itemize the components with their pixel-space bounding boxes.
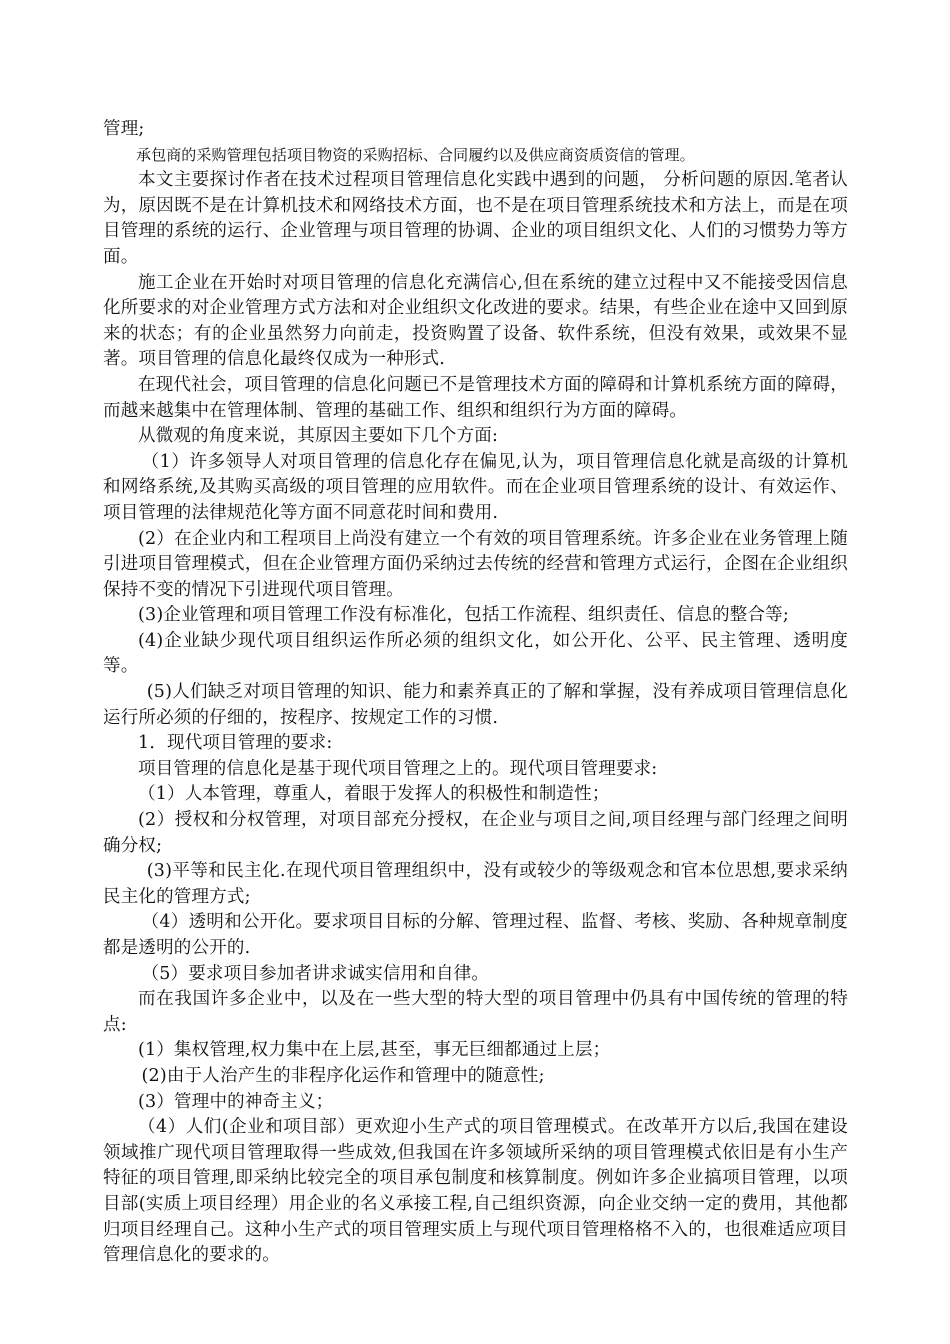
section-heading: 1．现代项目管理的要求: bbox=[138, 733, 333, 754]
paragraph-8: (2）在企业内和工程项目上尚没有建立一个有效的项目管理系统。许多企业在业务管理上随引进项目管理模式，但在企业管理方面仍采纳过去传统的经营和管理方式运行，企图在企业组织保持不变的情况下引进现代项目管理。 bbox=[103, 528, 848, 600]
paragraph-3: 本文主要探讨作者在技术过程项目管理信息化实践中遇到的问题， 分析问题的原因.笔者认为，原因既不是在计算机技术和网络技术方面，也不是在项目管理系统技术和方法上，而是在项目管理的系统的运行、企业管理与项目管理的协调、企业的项目组织文化、人们的习惯势力等方面。 bbox=[103, 170, 848, 267]
paragraph-10: (4)企业缺少现代项目组织运作所必须的组织文化，如公开化、公平、民主管理、透明度等。 bbox=[103, 630, 848, 677]
paragraph-13: 项目管理的信息化是基于现代项目管理之上的。现代项目管理要求: bbox=[138, 758, 658, 779]
paragraph-2: 承包商的采购管理包括项目物资的采购招标、合同履约以及供应商资质资信的管理。 bbox=[136, 145, 695, 164]
document-body bbox=[103, 117, 848, 1269]
paragraph-4: 施工企业在开始时对项目管理的信息化充满信心,但在系统的建立过程中又不能接受因信息化所要求的对企业管理方式方法和对企业组织文化改进的要求。结果，有些企业在途中又回到原来的状态；有的企业虽然努力向前走，投资购置了设备、软件系统，但没有效果，或效果不显著。项目管理的信息化最终仅成为一种形式. bbox=[103, 272, 848, 370]
paragraph-1: 管理; bbox=[103, 119, 145, 139]
paragraph-9: (3)企业管理和项目管理工作没有标准化，包括工作流程、组织责任、信息的整合等; bbox=[138, 605, 789, 626]
paragraph-22: (3）管理中的神奇主义； bbox=[138, 1091, 334, 1112]
paragraph-15: (2）授权和分权管理，对项目部充分授权，在企业与项目之间,项目经理与部门经理之间明确分权; bbox=[103, 810, 848, 856]
paragraph-23: （4）人们(企业和项目部）更欢迎小生产式的项目管理模式。在改革开方以后,我国在建设领域推广现代项目管理取得一些成效,但我国在许多领域所采纳的项目管理模式依旧是有小生产特征的项目管理,即采纳比较完全的项目承包制度和核算制度。例如许多企业搞项目管理，以项目部(实质上项目经理）用企业的名义承接工程,自己组织资源，向企业交纳一定的费用，其他都归项目经理自己。这种小生产式的项目管理实质上与现代项目管理格格不入的，也很难适应项目管理信息化的要求的。 bbox=[103, 1117, 848, 1266]
paragraph-5: 在现代社会，项目管理的信息化问题已不是管理技术方面的障碍和计算机系统方面的障碍，而越来越集中在管理体制、管理的基础工作、组织和组织行为方面的障碍。 bbox=[103, 374, 848, 421]
paragraph-14: （1）人本管理，尊重人，着眼于发挥人的积极性和制造性； bbox=[138, 784, 610, 805]
paragraph-16: (3)平等和民主化.在现代项目管理组织中，没有或较少的等级观念和官本位思想,要求采纳民主化的管理方式; bbox=[103, 861, 848, 907]
paragraph-7: （1）许多领导人对项目管理的信息化存在偏见,认为，项目管理信息化就是高级的计算机和网络系统,及其购买高级的项目管理的应用软件。而在企业项目管理系统的设计、有效运作、项目管理的法律规范化等方面不同意花时间和费用. bbox=[103, 451, 848, 523]
paragraph-20: (1）集权管理,权力集中在上层,甚至，事无巨细都通过上层； bbox=[138, 1040, 611, 1061]
paragraph-21: (2)由于人治产生的非程序化运作和管理中的随意性; bbox=[141, 1065, 545, 1086]
paragraph-6: 从微观的角度来说，其原因主要如下几个方面: bbox=[138, 426, 499, 447]
paragraph-18: （5）要求项目参加者讲求诚实信用和自律。 bbox=[141, 963, 490, 984]
paragraph-19: 而在我国许多企业中，以及在一些大型的特大型的项目管理中仍具有中国传统的管理的特点: bbox=[103, 989, 848, 1035]
paragraph-11: (5)人们缺乏对项目管理的知识、能力和素养真正的了解和掌握，没有养成项目管理信息化运行所必须的仔细的，按程序、按规定工作的习惯. bbox=[103, 682, 848, 728]
paragraph-17: （4）透明和公开化。要求项目目标的分解、管理过程、监督、考核、奖励、各种规章制度都是透明的公开的. bbox=[103, 912, 848, 958]
